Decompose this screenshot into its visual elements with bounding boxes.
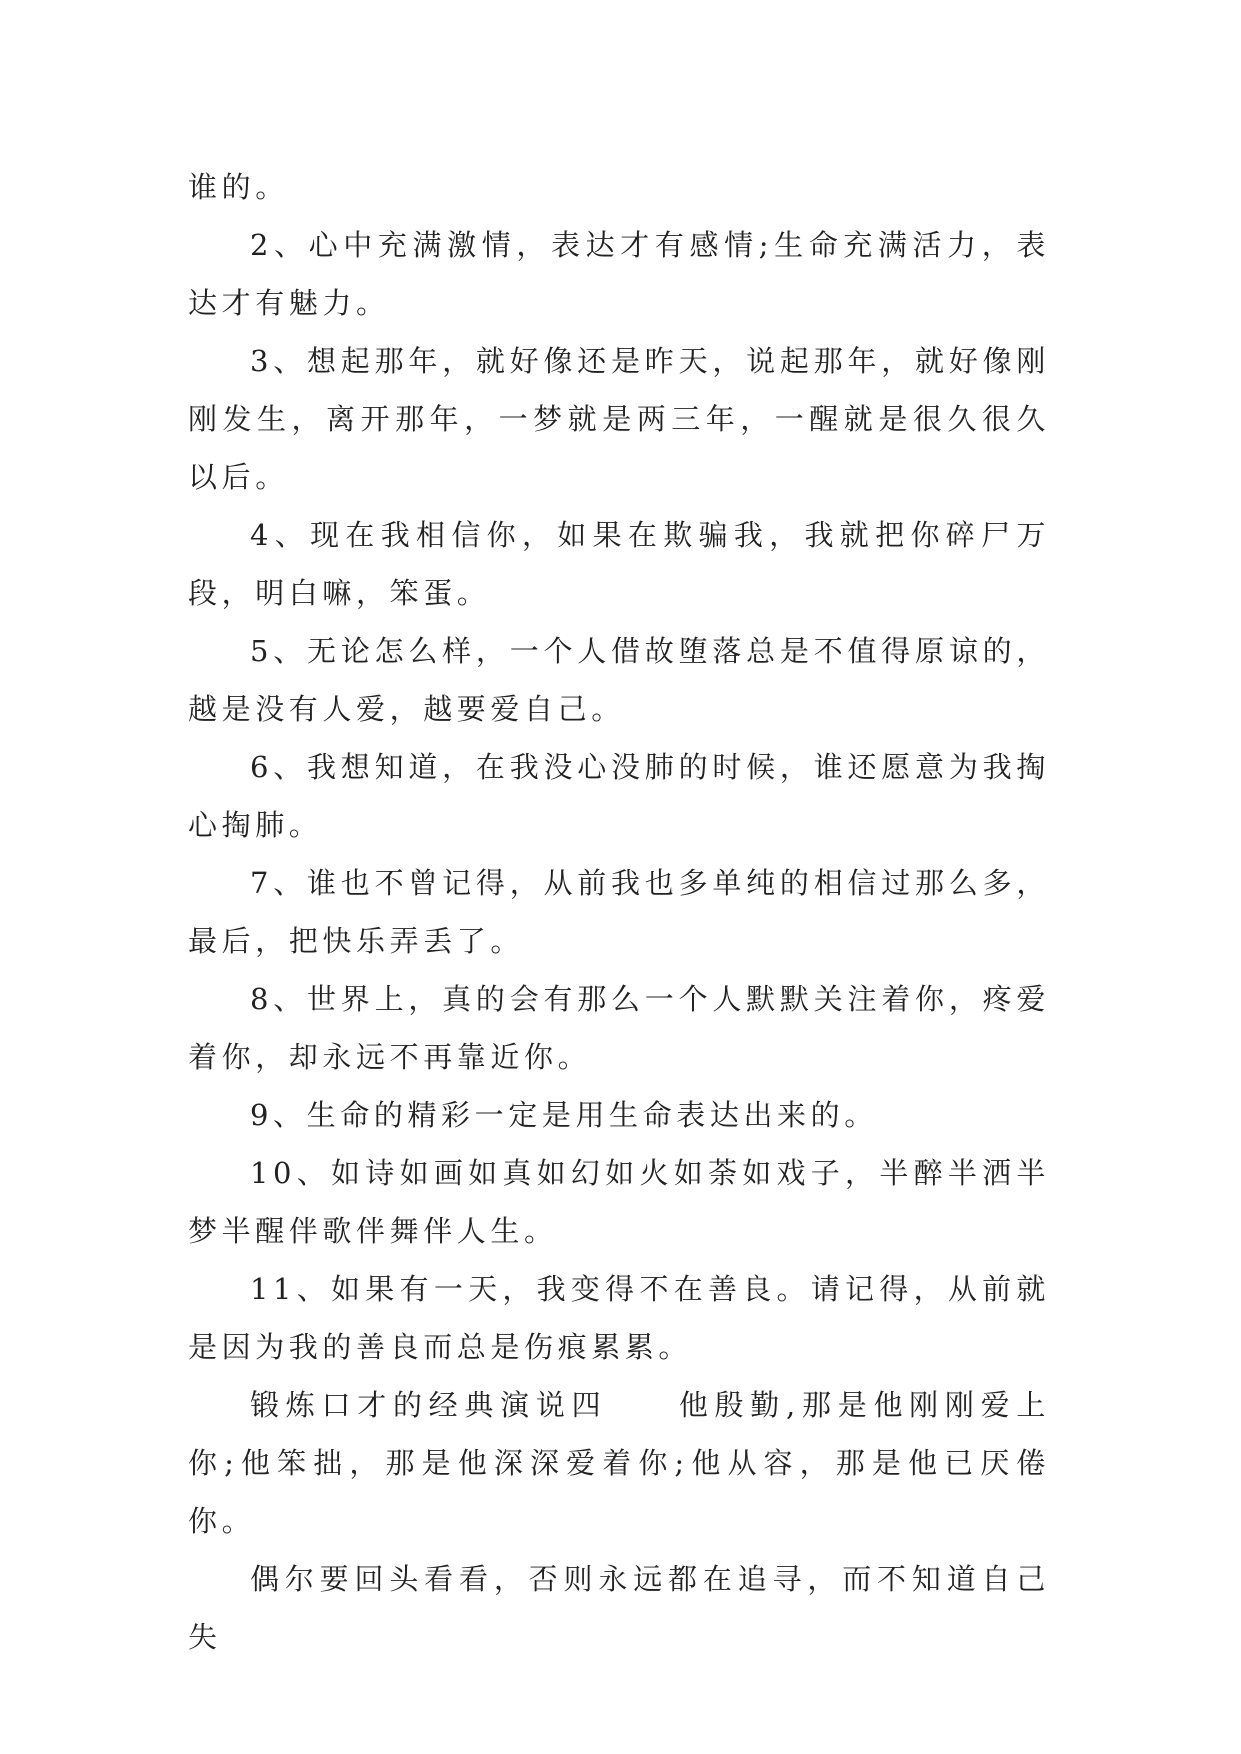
paragraph-item-3: 3、想起那年，就好像还是昨天，说起那年，就好像刚刚发生，离开那年，一梦就是两三年，一醒就是很久很久以后。 — [188, 344, 1050, 494]
paragraph-section-four: 锻炼口才的经典演说四 他殷勤,那是他刚刚爱上你;他笨拙，那是他深深爱着你;他从容，那是他已厌倦你。 — [188, 1388, 1050, 1538]
paragraph-trailing: 偶尔要回头看看，否则永远都在追寻，而不知道自己失 — [188, 1562, 1050, 1654]
paragraph-item-5: 5、无论怎么样，一个人借故堕落总是不值得原谅的，越是没有人爱，越要爱自己。 — [188, 634, 1050, 726]
paragraph-item-7: 7、谁也不曾记得，从前我也多单纯的相信过那么多，最后，把快乐弄丢了。 — [188, 866, 1050, 958]
paragraph-item-11: 11、如果有一天，我变得不在善良。请记得，从前就是因为我的善良而总是伤痕累累。 — [188, 1272, 1050, 1364]
paragraph-continuation: 谁的。 — [188, 170, 289, 204]
paragraph-item-6: 6、我想知道，在我没心没肺的时候，谁还愿意为我掏心掏肺。 — [188, 750, 1050, 842]
paragraph-item-4: 4、现在我相信你，如果在欺骗我，我就把你碎尸万段，明白嘛，笨蛋。 — [188, 518, 1050, 610]
document-body — [188, 158, 1050, 1666]
paragraph-item-9: 9、生命的精彩一定是用生命表达出来的。 — [250, 1098, 878, 1132]
paragraph-item-10: 10、如诗如画如真如幻如火如荼如戏子，半醉半洒半梦半醒伴歌伴舞伴人生。 — [188, 1156, 1050, 1248]
paragraph-item-8: 8、世界上，真的会有那么一个人默默关注着你，疼爱着你，却永远不再靠近你。 — [188, 982, 1050, 1074]
paragraph-item-2: 2、心中充满激情，表达才有感情;生命充满活力，表达才有魅力。 — [188, 228, 1050, 320]
